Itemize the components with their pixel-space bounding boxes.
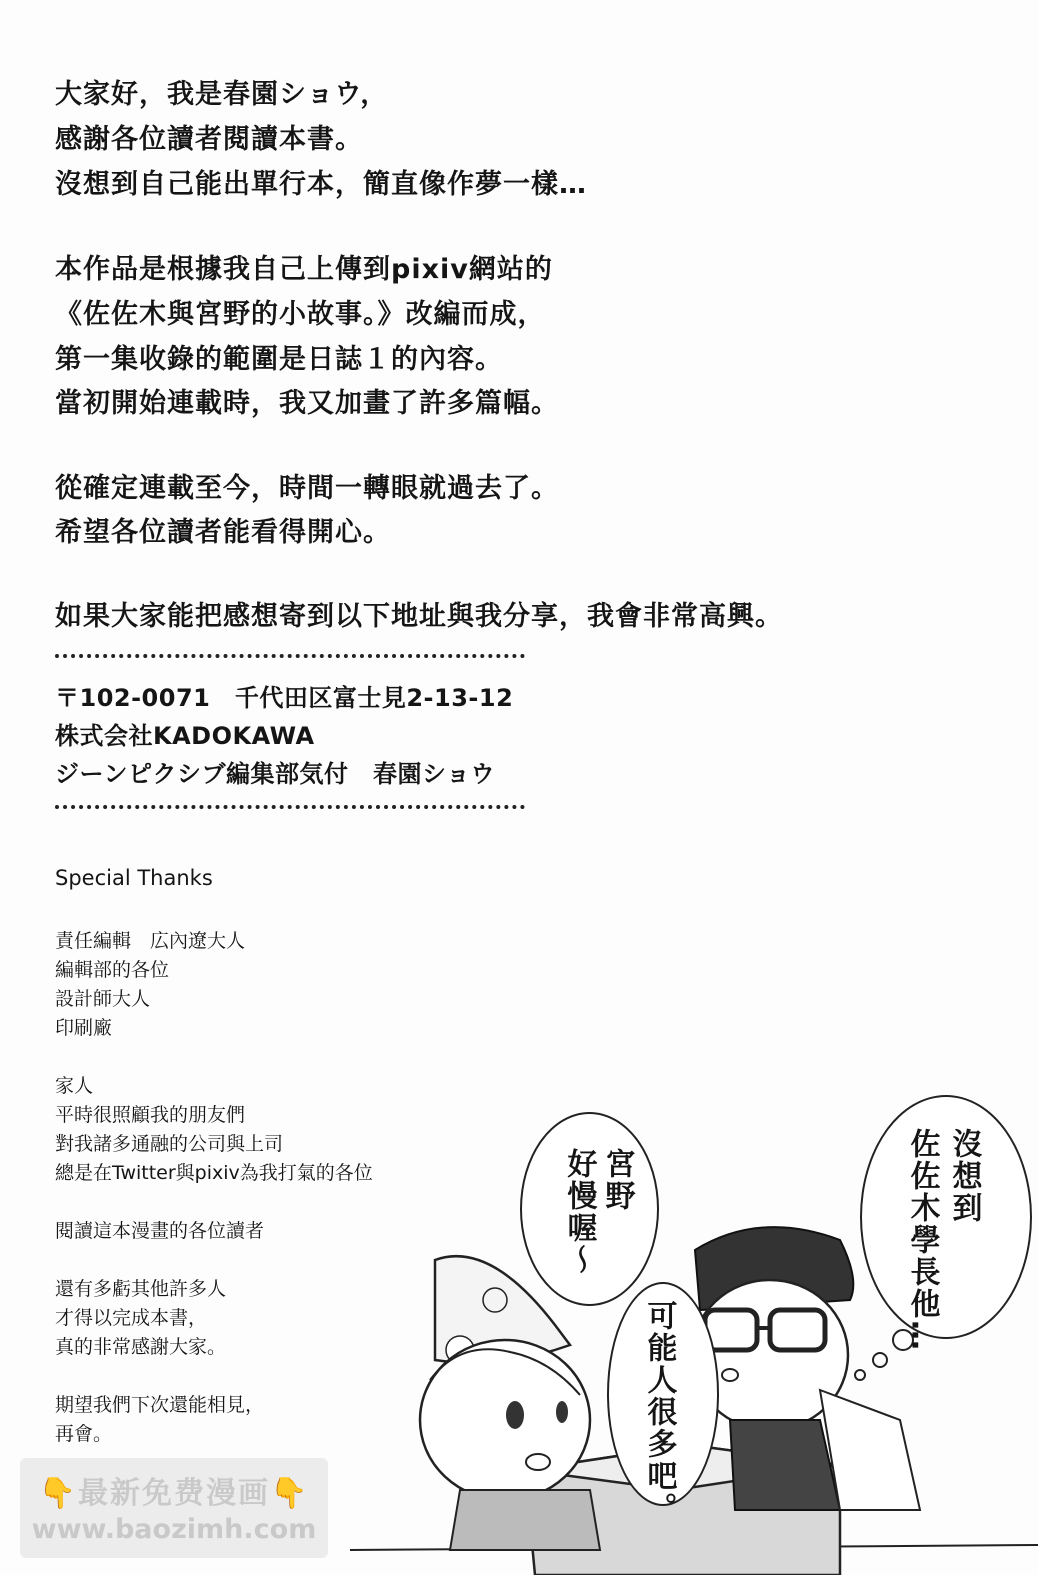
- thanks-line: 對我諸多通融的公司與上司: [55, 1133, 284, 1155]
- intro-line-6: 第一集收錄的範圍是日誌１的內容。: [55, 344, 503, 375]
- thanks-line: 設計師大人: [55, 988, 151, 1010]
- intro-line-7: 當初開始連載時，我又加畫了許多篇幅。: [55, 388, 559, 419]
- intro-line-3: 沒想到自己能出單行本，簡直像作夢一樣…: [55, 169, 587, 200]
- watermark-url: www.baozimh.com: [31, 1514, 317, 1545]
- intro-line-4: 本作品是根據我自己上傳到pixiv網站的: [55, 254, 553, 285]
- thanks-line: 才得以完成本書，: [55, 1307, 208, 1329]
- thanks-line: 總是在Twitter與pixiv為我打氣的各位: [55, 1162, 373, 1184]
- dotted-divider-bottom: [55, 805, 525, 809]
- watermark: [20, 1458, 328, 1558]
- address-recipient: ジーンピクシブ編集部気付 春園ショウ: [55, 760, 496, 788]
- address-postal: 〒102-0071 千代田区富士見2-13-12: [55, 684, 514, 712]
- thanks-line: 平時很照顧我的朋友們: [55, 1104, 246, 1126]
- bubble-bottom-text: 可能人很多吧。: [641, 1300, 677, 1524]
- thanks-line: 責任編輯 広內遼大人: [55, 930, 246, 952]
- thanks-line: 編輯部的各位: [55, 959, 170, 981]
- thanks-line: 閱讀這本漫畫的各位讀者: [55, 1220, 265, 1242]
- bubble-left-text-2: 好慢喔〜: [561, 1148, 597, 1276]
- intro-line-2: 感謝各位讀者閱讀本書。: [55, 124, 363, 155]
- thanks-line: 還有多虧其他許多人: [55, 1278, 227, 1300]
- bubble-right-text-2: 佐佐木學長他…: [904, 1128, 940, 1352]
- thanks-line: 期望我們下次還能相見，: [55, 1394, 265, 1416]
- intro-line-5: 《佐佐木與宮野的小故事。》改編而成，: [55, 299, 546, 330]
- thanks-line: 再會。: [55, 1423, 113, 1445]
- thanks-line: 印刷廠: [55, 1017, 113, 1039]
- bubble-left-text-1: 宮野: [599, 1148, 635, 1212]
- dotted-divider-top: [55, 654, 525, 658]
- bubble-right-text-1: 沒想到: [946, 1128, 982, 1224]
- intro-line-1: 大家好，我是春園ショウ，: [55, 79, 389, 110]
- thanks-title: Special Thanks: [55, 866, 213, 890]
- thanks-line: 家人: [55, 1075, 94, 1097]
- thanks-line: 真的非常感謝大家。: [55, 1336, 227, 1358]
- address-company: 株式会社KADOKAWA: [55, 722, 315, 750]
- intro-line-8: 從確定連載至今，時間一轉眼就過去了。: [55, 473, 559, 504]
- intro-line-9: 希望各位讀者能看得開心。: [55, 517, 391, 548]
- intro-line-10: 如果大家能把感想寄到以下地址與我分享，我會非常高興。: [55, 601, 783, 632]
- watermark-title: 👇最新免费漫画👇: [38, 1476, 310, 1511]
